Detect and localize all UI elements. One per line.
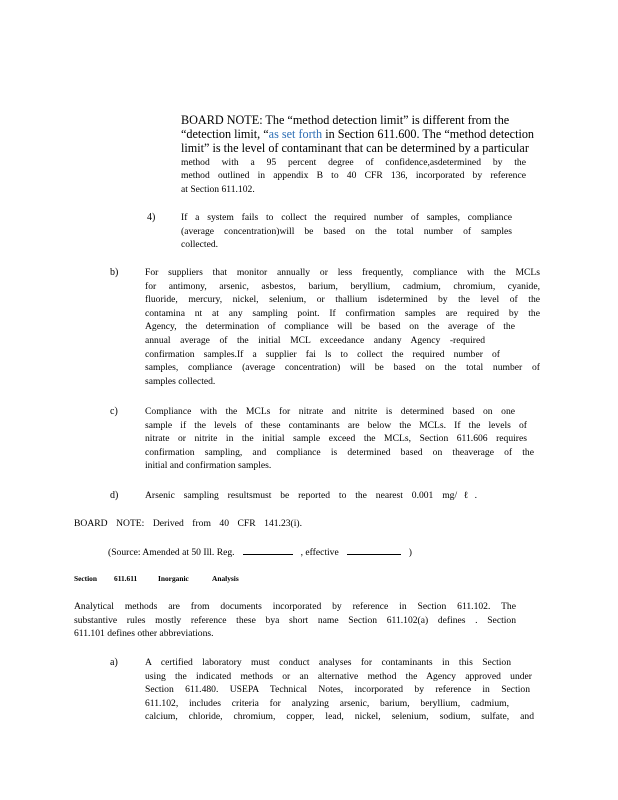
board-note-line-2-end: in Section 611.600. The “method detection (322, 127, 535, 142)
board-note-line-3: limit” is the level of contaminant that can be determined by a particular (181, 141, 529, 156)
board-note-method-detection (181, 113, 536, 196)
analytical-line: 611.101 defines other abbreviations. (74, 628, 214, 640)
item-a-label: a) (110, 657, 118, 668)
analytical-paragraph (74, 600, 516, 641)
section-title-2: Analysis (212, 574, 239, 583)
section-number: 611.611 (114, 574, 138, 583)
board-note-derived-text: BOARD NOTE: Derived from 40 CFR 141.23(i). (74, 518, 302, 529)
item-b-label: b) (110, 267, 119, 278)
item-c-text (145, 405, 534, 473)
source-suffix: ) (408, 547, 412, 558)
source-effective: , effective (300, 547, 339, 558)
item-4-line-2: (average concentration)will be based on the total number of samples (181, 225, 512, 237)
analytical-line: Analytical methods are from documents incorporated by reference in Section 611.102. The (74, 601, 516, 612)
item-c-line: Compliance with the MCLs for nitrate and nitrite is determined based on one (145, 406, 515, 417)
source-blank-effective (347, 545, 401, 555)
item-c-label: c) (110, 406, 118, 417)
item-a-line: using the indicated methods or an alternative method the Agency approved under (145, 670, 532, 682)
item-d-label: d) (110, 490, 119, 501)
item-d-line: Arsenic sampling resultsmust be reported to the nearest 0.001 mg/ℓ. (145, 490, 477, 501)
item-c-line: nitrate or nitrite in the initial sample exceed the MCLs, Section 611.606 requires (145, 433, 527, 445)
item-4-text (181, 211, 512, 252)
board-note-line-2-start: “detection limit, “ (181, 127, 269, 142)
board-note-line-2 (181, 127, 536, 141)
item-b-line: Agency, the determination of compliance will be based on the average of the (145, 321, 515, 333)
item-4-label: 4) (147, 212, 156, 223)
item-b-line: samples collected. (145, 375, 216, 387)
item-4-line-3: collected. (181, 239, 219, 251)
item-b-line: contamina nt at any sampling point. If confirmation samples are required by the (145, 307, 540, 319)
item-b-line: for antimony, arsenic, asbestos, barium, beryllium, cadmium, chromium, cyanide, (145, 280, 540, 292)
item-a-line: 611.102, includes criteria for analyzing arsenic, barium, beryllium, cadmium, (145, 697, 509, 709)
item-c-line: initial and confirmation samples. (145, 460, 272, 472)
item-a-line: Section 611.480. USEPA Technical Notes, incorporated by reference in Section (145, 684, 530, 696)
item-b-line: annual average of the initial MCL exceedance andany Agency -required (145, 334, 485, 346)
board-note-line-6: at Section 611.102. (181, 183, 255, 195)
source-line (108, 545, 468, 560)
section-title-1: Inorganic (158, 574, 189, 583)
item-a-line: calcium, chloride, chromium, copper, lead, nickel, selenium, sodium, sulfate, and (145, 711, 534, 723)
source-prefix: (Source: Amended at 50 Ill. Reg. (108, 547, 235, 558)
board-note-line-4: method with a 95 percent degree of confidence,asdetermined by the (181, 156, 526, 168)
item-d-text (145, 489, 477, 503)
board-note-line-1: BOARD NOTE: The “method detection limit” is different from the (181, 113, 510, 127)
board-note-line-5: method outlined in appendix B to 40 CFR 136, incorporated by reference (181, 170, 526, 182)
source-line-row (108, 545, 468, 560)
section-word: Section (74, 574, 97, 583)
item-b-line: fluoride, mercury, nickel, selenium, or thallium isdetermined by the level of the (145, 294, 540, 306)
board-note-derived (74, 517, 302, 531)
item-a-line: A certified laboratory must conduct analyses for contaminants in this Section (145, 657, 511, 668)
item-b-line: For suppliers that monitor annually or less frequently, compliance with the MCLs (145, 267, 540, 278)
analytical-line: substantive rules mostly reference these bya short name Section 611.102(a) defines . Section (74, 614, 516, 626)
item-c-line: sample if the levels of these contaminants are below the MCLs. If the levels of (145, 419, 527, 431)
item-c-line: confirmation sampling, and compliance is determined based on theaverage of the (145, 446, 534, 458)
as-set-forth-link[interactable]: as set forth (268, 127, 323, 142)
item-a-text (145, 656, 534, 724)
item-b-line: samples, compliance (average concentration) will be based on the total number of (145, 362, 540, 374)
item-b-text (145, 266, 540, 388)
source-blank-reg (243, 545, 293, 555)
item-b-line: confirmation samples.If a supplier fai ls to collect the required number of (145, 348, 500, 360)
item-4-line-1: If a system fails to collect the required number of samples, compliance (181, 212, 512, 223)
